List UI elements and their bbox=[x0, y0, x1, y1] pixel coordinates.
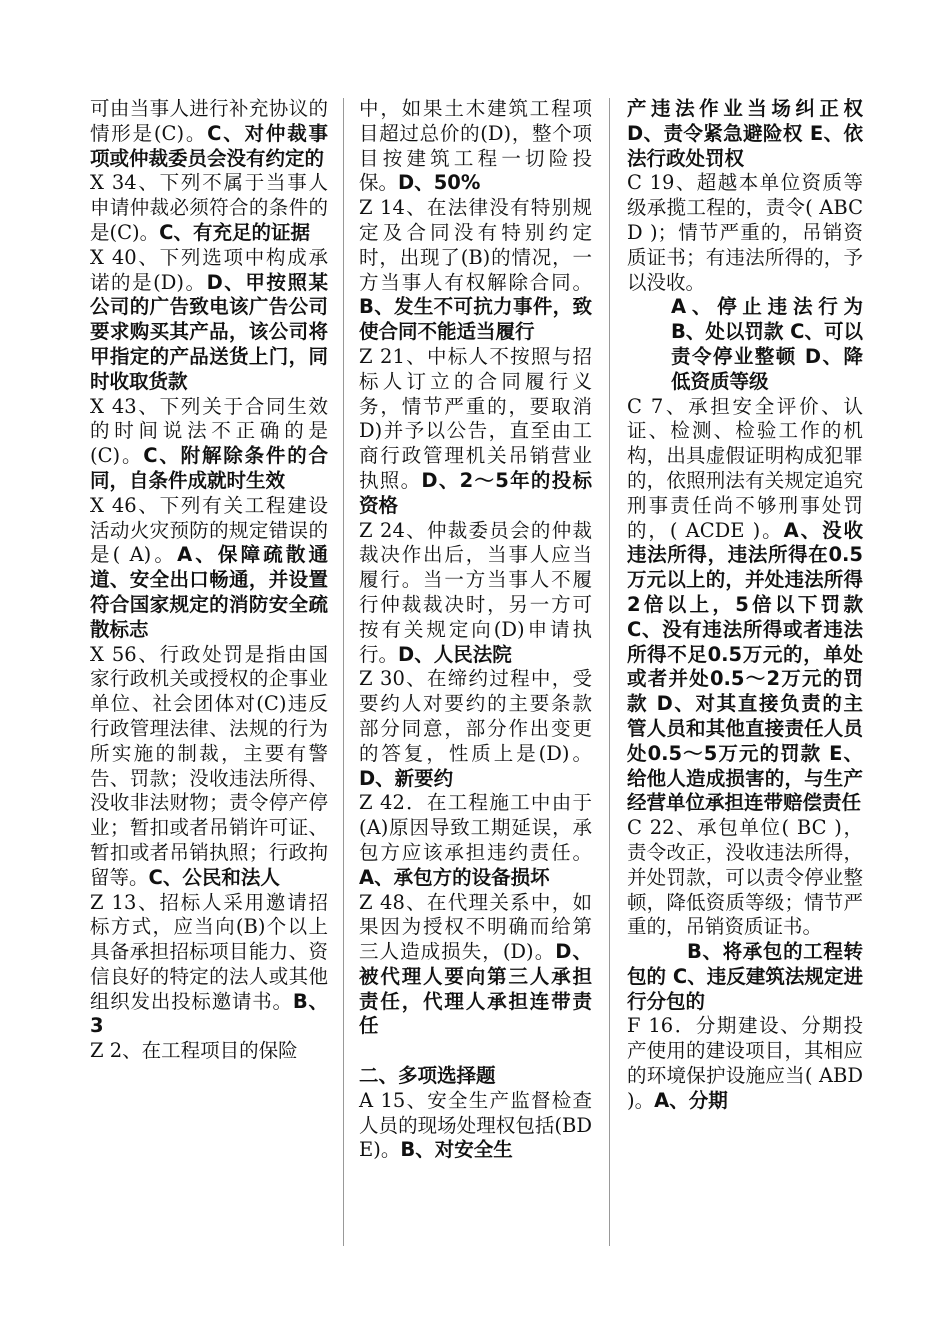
question-text: C 19、超越本单位资质等级承揽工程的，责令( ABCD )；情节严重的，吊销资质证书；有违法所得的，予以没收。 bbox=[627, 171, 863, 294]
question-text: X 40、下列选项中构成承诺的是(D)。 bbox=[90, 245, 328, 294]
question-text: Z 48、在代理关系中，如果因为授权不明确而给第三人造成损失，(D)。 bbox=[359, 890, 592, 964]
question-item bbox=[90, 1039, 328, 1064]
answer-text: B、发生不可抗力事件，致使合同不能适当履行 bbox=[359, 295, 592, 344]
question-item bbox=[90, 246, 328, 395]
question-text: Z 2、在工程项目的保险 bbox=[90, 1039, 298, 1063]
question-item bbox=[627, 1014, 863, 1113]
question-text: A 15、安全生产监督检查人员的现场处理权包括(BDE)。 bbox=[359, 1088, 592, 1162]
question-text: Z 30、在缔约过程中，受要约人对要约的主要条款部分同意，部分作出变更的答复，性质上是(D)。 bbox=[359, 667, 592, 765]
answer-text: D、人民法院 bbox=[398, 642, 512, 666]
answer-text: B、3 bbox=[90, 989, 328, 1038]
answer-text: D、2～5年的投标资格 bbox=[359, 468, 592, 517]
question-item bbox=[359, 196, 592, 345]
question-item bbox=[90, 494, 328, 643]
question-item bbox=[627, 395, 863, 817]
answer-text: C、附解除条件的合同，自条件成就时生效 bbox=[90, 444, 328, 492]
answer-text: D、50% bbox=[398, 171, 481, 195]
text-column-3 bbox=[627, 97, 863, 1114]
question-item bbox=[359, 791, 592, 890]
question-item bbox=[359, 97, 592, 196]
question-text: F 16．分期建设、分期投产使用的建设项目，其相应的环境保护设施应当( ABD )。 bbox=[627, 1014, 863, 1112]
question-text: Z 14、在法律没有特别规定及合同没有特别约定时，出现了(B)的情况，一方当事人有权解除合同。 bbox=[359, 196, 592, 294]
answer-text: D、被代理人要向第三人承担责任，代理人承担连带责任 bbox=[359, 940, 592, 1038]
answer-text: B、对安全生 bbox=[400, 1138, 513, 1162]
section-heading: 二、多项选择题 bbox=[359, 1064, 496, 1088]
answer-text: D、甲按照某公司的广告致电该广告公司要求购买其产品，该公司将甲指定的产品送货上门，同时收取货款 bbox=[90, 270, 328, 393]
column-divider-1 bbox=[343, 98, 344, 1246]
question-item bbox=[627, 171, 863, 295]
question-item bbox=[90, 171, 328, 245]
question-text: X 46、下列有关工程建设活动火灾预防的规定错误的是( A)。 bbox=[90, 493, 328, 567]
question-item bbox=[359, 519, 592, 668]
question-item bbox=[359, 1089, 592, 1163]
answer-text: A、承包方的设备损坏 bbox=[359, 865, 550, 889]
answer-text: D、新要约 bbox=[359, 766, 454, 790]
question-text: Z 13、招标人采用邀请招标方式，应当向(B)个以上具备承担招标项目能力、资信良好的特定的法人或其他组织发出投标邀请书。 bbox=[90, 890, 328, 1013]
answer-text: C、对仲裁事项或仲裁委员会没有约定的 bbox=[90, 121, 329, 170]
answer-text: A、保障疏散通道、安全出口畅通，并设置符合国家规定的消防安全疏散标志 bbox=[90, 543, 328, 641]
question-item bbox=[359, 667, 592, 791]
column-divider-2 bbox=[609, 98, 610, 1246]
blank-line bbox=[359, 1039, 592, 1064]
text-column-1 bbox=[90, 97, 328, 1064]
question-item bbox=[359, 891, 592, 1040]
question-text: 可由当事人进行补充协议的情形是(C)。 bbox=[90, 97, 328, 145]
answer-text: A、分期 bbox=[654, 1088, 728, 1112]
answer-continuation: 产违法作业当场纠正权 D、责令紧急避险权 E、依法行政处罚权 bbox=[627, 97, 863, 170]
answer-text: A、没收违法所得，违法所得在0.5万元以上的，并处违法所得2倍以上，5倍以下罚款 C、没有违法所得或者违法所得不足0.5万元的，单处或者并处0.5～2万元的罚款 D、对其直接负责的主管人员和其他直接责任人员处0.5～5万元的罚款 E、给他人造成损害的，与生产经营单位承担连带赔偿责任 bbox=[627, 518, 864, 815]
question-text: C 7、承担安全评价、认证、检测、检验工作的机构，出具虚假证明构成犯罪的，依照刑法有关规定追究刑事责任尚不够刑事处罚的，( ACDE )。 bbox=[627, 394, 863, 542]
question-item bbox=[90, 97, 328, 171]
question-text: Z 24、仲裁委员会的仲裁裁决作出后，当事人应当履行。当一方当事人不履行仲裁裁决时，另一方可按有关规定向(D)申请执行。 bbox=[359, 518, 592, 666]
question-text: Z 21、中标人不按照与招标人订立的合同履行义务，情节严重的，要取消D)并予以公告，直至由工商行政管理机关吊销营业执照。 bbox=[359, 344, 592, 492]
question-item bbox=[90, 891, 328, 1040]
question-text: X 43、下列关于合同生效的时间说法不正确的是(C)。 bbox=[90, 394, 328, 468]
question-item bbox=[359, 345, 592, 519]
question-text: Z 42．在工程施工中由于(A)原因导致工期延误，承包方应该承担违约责任。 bbox=[359, 791, 592, 864]
question-text: X 34、下列不属于当事人申请仲裁必须符合的条件的是(C)。 bbox=[90, 171, 328, 244]
answer-text: B、将承包的工程转包的 C、违反建筑法规定进行分包的 bbox=[627, 940, 863, 1013]
question-item bbox=[90, 395, 328, 494]
text-column-2 bbox=[359, 97, 592, 1163]
answer-text: C、有充足的证据 bbox=[159, 220, 310, 244]
answer-text: A、停止违法行为 B、处以罚款 C、可以责令停业整顿 D、降低资质等级 bbox=[671, 295, 863, 393]
answer-text: C、公民和法人 bbox=[148, 865, 280, 889]
question-text: X 56、行政处罚是指由国家行政机关或授权的企事业单位、社会团体对(C)违反行政管理法律、法规的行为所实施的制裁，主要有警告、罚款；没收违法所得、没收非法财物；责令停产停业；暂扣或者吊销许可证、暂扣或者吊销执照；行政拘留等。 bbox=[90, 642, 328, 889]
question-text: 中，如果土木建筑工程项目超过总价的(D)，整个项目按建筑工程一切险投保。 bbox=[359, 97, 592, 195]
question-text: C 22、承包单位( BC )，责令改正，没收违法所得，并处罚款，可以责令停业整顿，降低资质等级；情节严重的，吊销资质证书。 bbox=[627, 816, 863, 939]
question-item bbox=[627, 816, 863, 940]
question-item bbox=[90, 643, 328, 891]
